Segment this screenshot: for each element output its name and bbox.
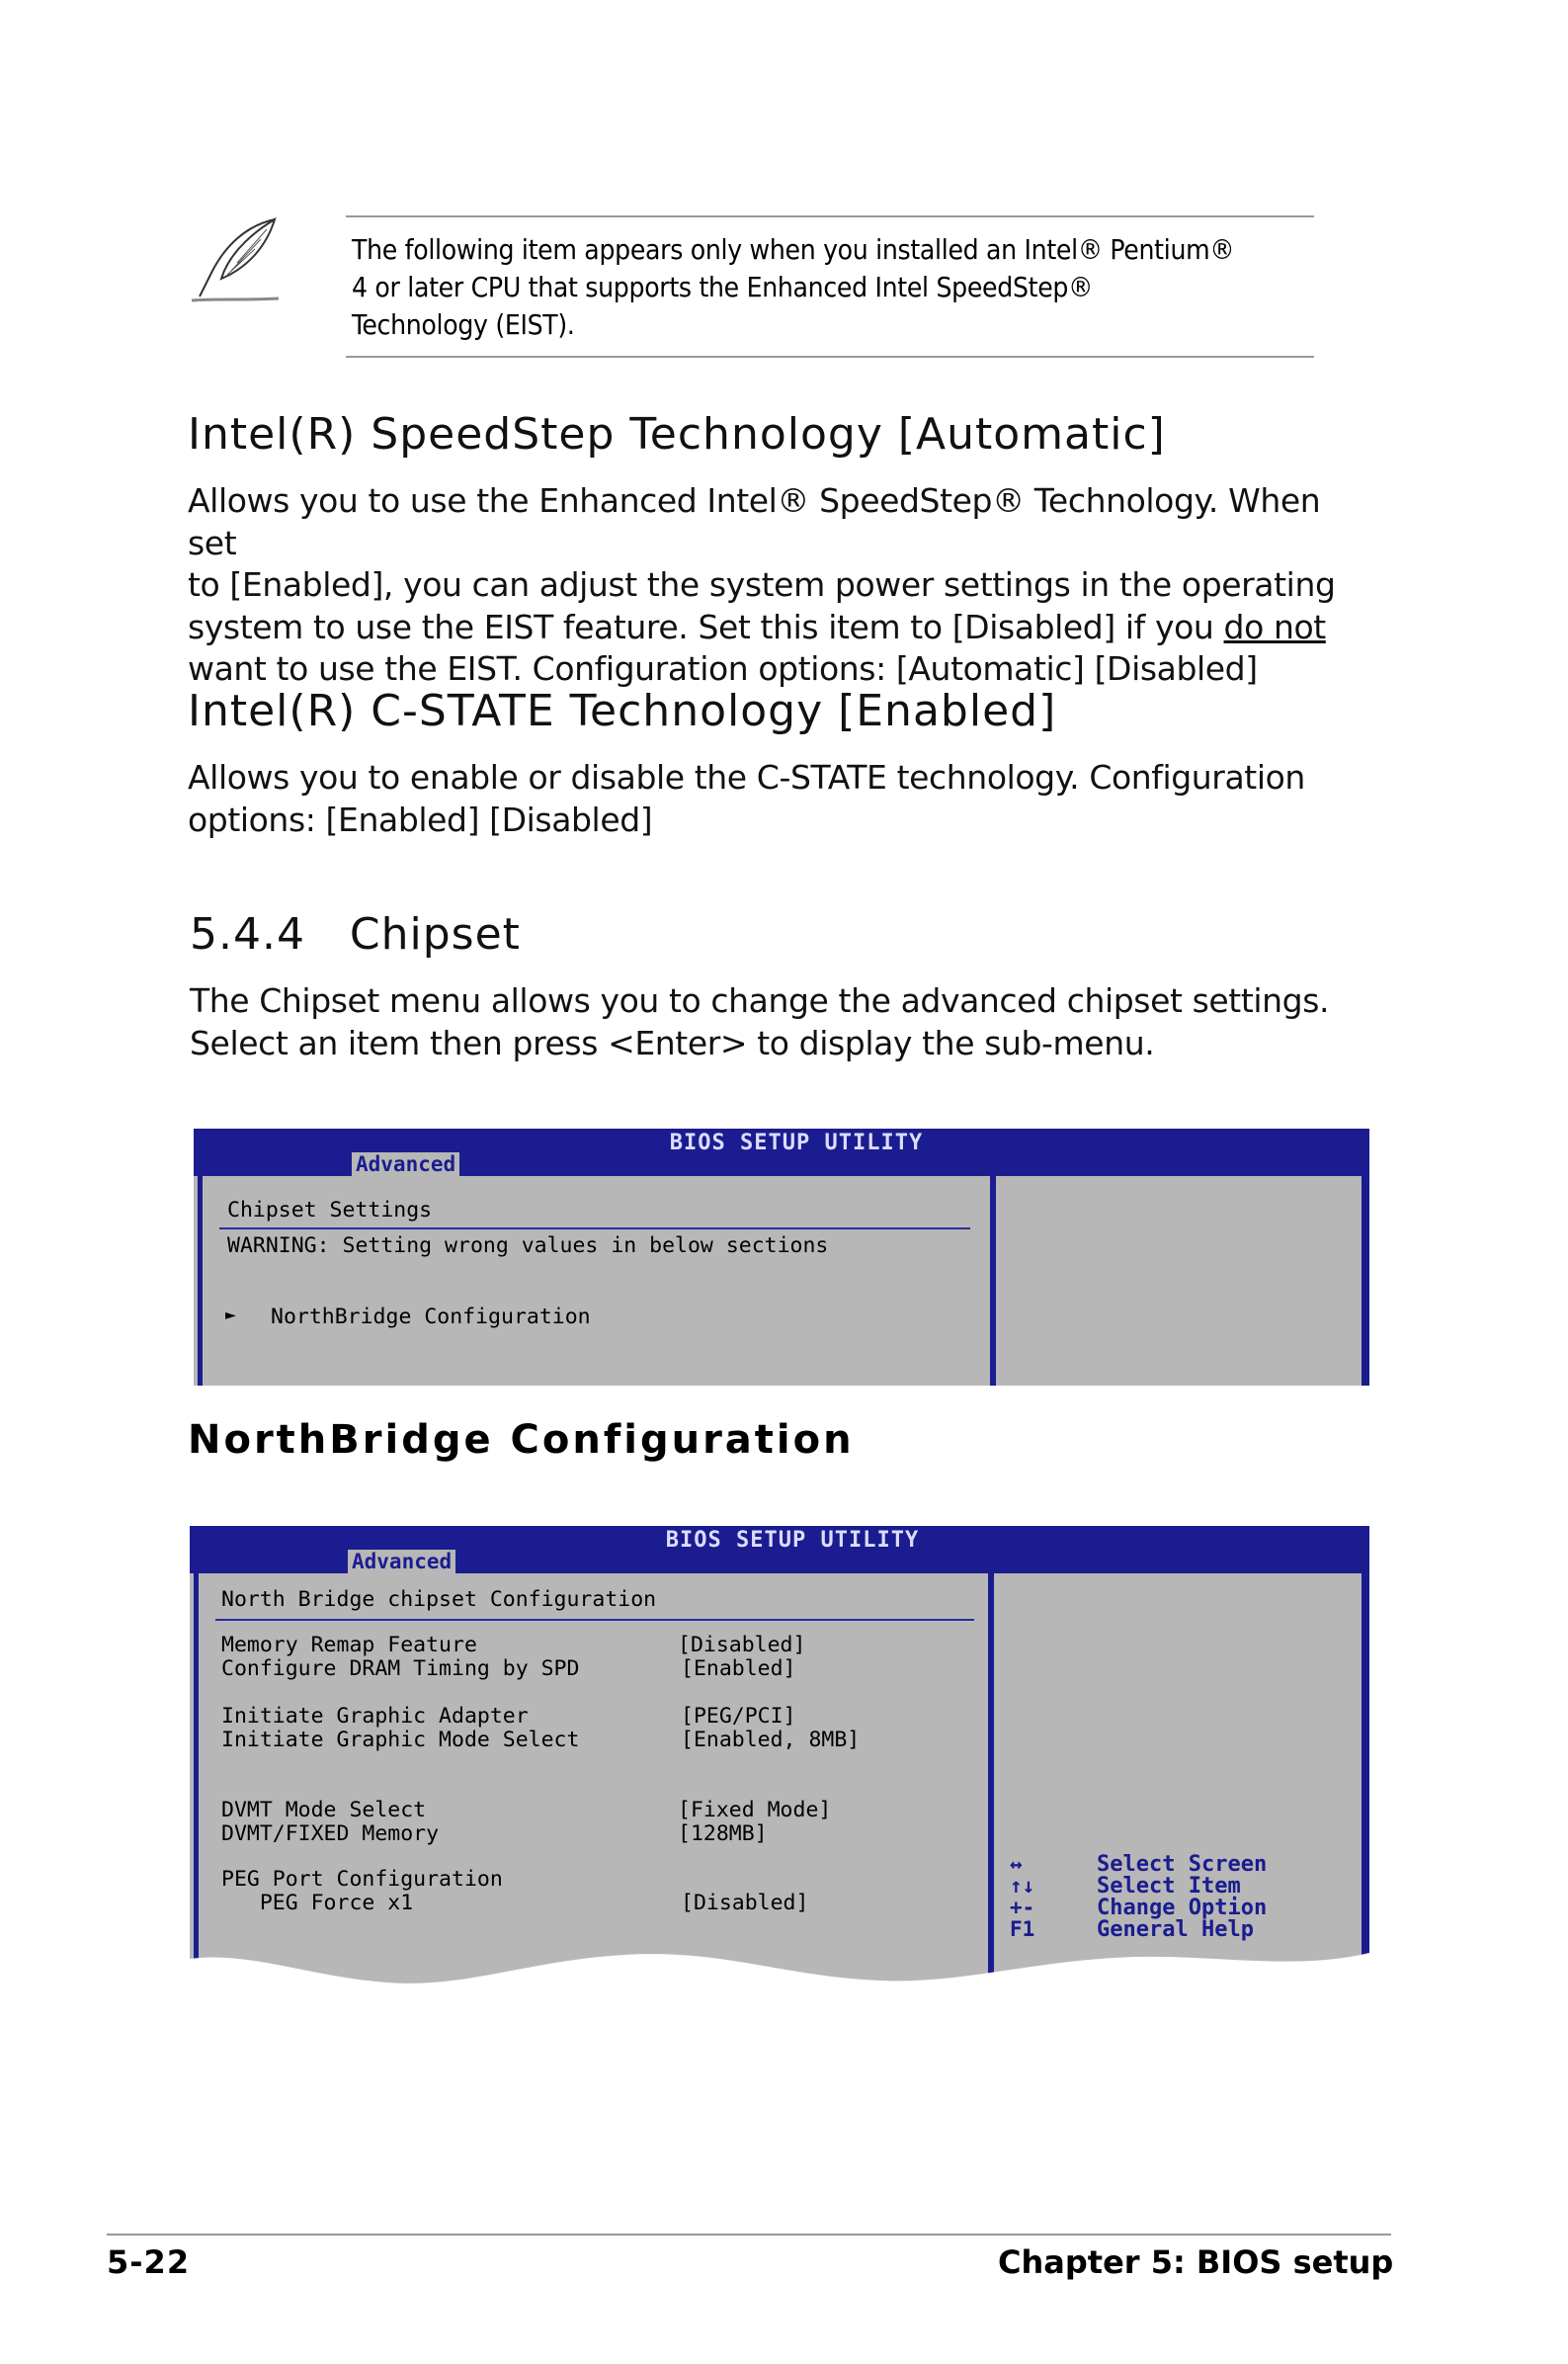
note-box bbox=[346, 215, 1314, 358]
note-line: Technology (EIST). bbox=[352, 308, 575, 341]
setting-label: DVMT Mode Select bbox=[221, 1798, 427, 1822]
bios-title-bar bbox=[190, 1526, 1369, 1573]
setting-value-graphic-adapter[interactable]: [PEG/PCI] bbox=[681, 1704, 796, 1729]
bios-header-rule bbox=[215, 1619, 974, 1621]
bios-screenshot-northbridge bbox=[190, 1526, 1369, 1990]
help-select-item: Select Item bbox=[1097, 1874, 1241, 1899]
setting-value-graphic-mode[interactable]: [Enabled, 8MB] bbox=[681, 1728, 861, 1752]
text-line: options: [Enabled] [Disabled] bbox=[188, 800, 653, 839]
bios-frame-edge bbox=[1362, 1573, 1369, 1990]
arrows-horizontal-icon: ↔ bbox=[1010, 1852, 1023, 1876]
submenu-arrow-icon: ► bbox=[225, 1305, 236, 1325]
help-general: General Help bbox=[1097, 1917, 1254, 1942]
help-select-screen: Select Screen bbox=[1097, 1852, 1268, 1877]
bios-section-header: North Bridge chipset Configuration bbox=[221, 1587, 657, 1612]
setting-label: PEG Port Configuration bbox=[221, 1867, 503, 1892]
page-number: 5-22 bbox=[107, 2243, 191, 2281]
bios-frame-edge bbox=[1362, 1176, 1369, 1386]
setting-label: Memory Remap Feature bbox=[221, 1633, 477, 1657]
bios-screenshot-chipset bbox=[194, 1129, 1369, 1386]
help-change-option: Change Option bbox=[1097, 1896, 1268, 1920]
torn-edge bbox=[190, 1941, 1369, 1990]
chipset-heading: 5.4.4 Chipset bbox=[190, 909, 521, 960]
text-line: to [Enabled], you can adjust the system power settings in the operating bbox=[188, 565, 1336, 604]
f1-key-icon: F1 bbox=[1010, 1917, 1035, 1941]
setting-value-dram-timing[interactable]: [Enabled] bbox=[681, 1656, 796, 1681]
bios-header-rule bbox=[219, 1227, 970, 1229]
footer-rule bbox=[107, 2234, 1391, 2236]
setting-value-dvmt-mode[interactable]: [Fixed Mode] bbox=[678, 1798, 832, 1822]
tab-advanced[interactable]: Advanced bbox=[348, 1550, 455, 1573]
text-line: want to use the EIST. Configuration options: [Automatic] [Disabled] bbox=[188, 649, 1258, 688]
text-line: The Chipset menu allows you to change the advanced chipset settings. bbox=[190, 981, 1330, 1020]
text-line: Allows you to enable or disable the C-STATE technology. Configuration bbox=[188, 758, 1305, 797]
arrows-vertical-icon: ↑↓ bbox=[1010, 1874, 1035, 1898]
setting-value-peg-force[interactable]: [Disabled] bbox=[681, 1891, 809, 1915]
text-line bbox=[188, 607, 1354, 649]
bios-warning: WARNING: Setting wrong values in below sections bbox=[227, 1233, 829, 1258]
note-line: The following item appears only when you installed an Intel® Pentium® bbox=[352, 233, 1235, 266]
setting-label: PEG Force x1 bbox=[221, 1891, 414, 1915]
text-line: Select an item then press <Enter> to display the sub-menu. bbox=[190, 1023, 1155, 1062]
bios-panel-divider bbox=[988, 1573, 994, 1990]
setting-label: Initiate Graphic Adapter bbox=[221, 1704, 529, 1729]
setting-value-dvmt-memory[interactable]: [128MB] bbox=[678, 1821, 768, 1846]
note-line: 4 or later CPU that supports the Enhanced Intel SpeedStep® bbox=[352, 271, 1094, 303]
menu-item-northbridge[interactable]: NorthBridge Configuration bbox=[271, 1305, 591, 1329]
feather-pen-icon bbox=[188, 215, 283, 306]
bios-panel-divider bbox=[990, 1176, 996, 1386]
bios-section-header: Chipset Settings bbox=[227, 1198, 433, 1223]
northbridge-heading: NorthBridge Configuration bbox=[188, 1417, 855, 1463]
setting-label: Initiate Graphic Mode Select bbox=[221, 1728, 580, 1752]
note-text bbox=[352, 231, 1305, 344]
speedstep-heading: Intel(R) SpeedStep Technology [Automatic] bbox=[188, 409, 1166, 460]
setting-value-memory-remap[interactable]: [Disabled] bbox=[678, 1633, 806, 1657]
speedstep-description bbox=[188, 480, 1354, 691]
setting-label: Configure DRAM Timing by SPD bbox=[221, 1656, 580, 1681]
underlined-text: do not bbox=[1223, 607, 1326, 646]
text-span: system to use the EIST feature. Set this item to [Disabled] if you bbox=[188, 607, 1224, 646]
chapter-title: Chapter 5: BIOS setup bbox=[998, 2243, 1394, 2281]
plus-minus-icon: +- bbox=[1010, 1896, 1035, 1919]
setting-label: DVMT/FIXED Memory bbox=[221, 1821, 440, 1846]
bios-title: BIOS SETUP UTILITY bbox=[669, 1131, 924, 1155]
tab-advanced[interactable]: Advanced bbox=[352, 1152, 459, 1176]
cstate-heading: Intel(R) C-STATE Technology [Enabled] bbox=[188, 686, 1057, 736]
text-line: Allows you to use the Enhanced Intel® SpeedStep® Technology. When set bbox=[188, 481, 1321, 562]
bios-title: BIOS SETUP UTILITY bbox=[665, 1528, 920, 1553]
chipset-description bbox=[190, 980, 1356, 1064]
bios-title-bar bbox=[194, 1129, 1369, 1176]
cstate-description bbox=[188, 757, 1354, 841]
